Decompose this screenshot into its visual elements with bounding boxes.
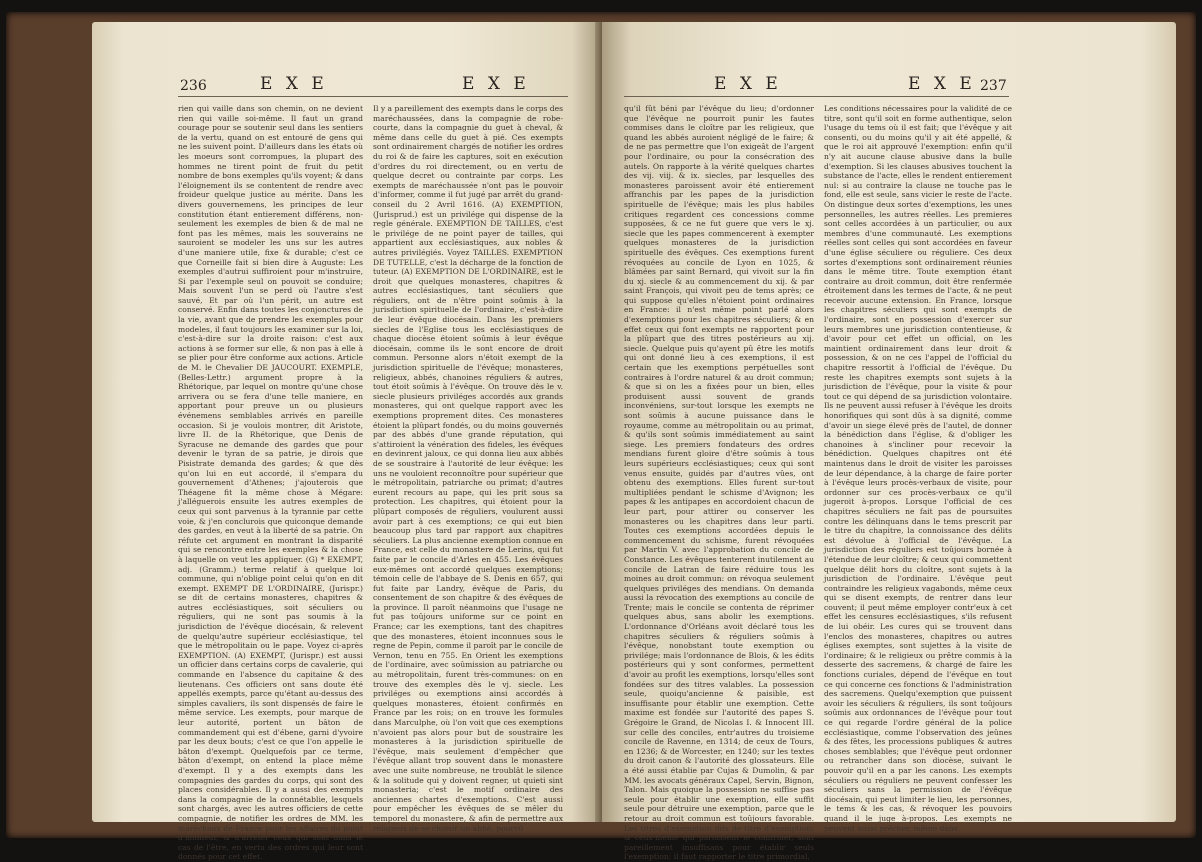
page-number-right: 237	[980, 78, 1007, 94]
running-head-right-col1: E X E	[714, 74, 782, 94]
right-column-1: qu'il fût béni par l'évêque du lieu; d'ordonner que l'évêque ne pourroit punir les fautes commises dans le cloître par les religieux, que quand les abbés auroient négligé de le faire; & de ne pas permettre que l'on exigeât de l'argent pour l'ordinaire, ou pour la consécration des autels. On rapporte à la vérité quelques chartes des vij. viij. & ix. siecles, par lesquelles des monasteres paroissent avoir été entierement affranchis par les papes de la jurisdiction spirituelle de l'évêque; mais les plus habiles critiques regardent ces concessions comme supposées, & ce ne fut guere que vers le xj. siecle que les papes commencerent à exempter quelques monasteres de la jurisdiction spirituelle des évêques. Ces exemptions furent révoquées au concile de Lyon en 1025, & blâmées par saint Bernard, qui vivoit sur la fin du xj. siecle & au commencement du xij. & par saint François, qui vivoit peu de tems après; ce qui suppose qu'elles n'étoient point ordinaires en France: il n'est même point parlé alors d'exemptions pour les chapitres séculiers; & en effet ceux qui font exempts ne rapportent pour la plûpart que des titres postérieurs au xij. siecle. Quelque puis qu'ayent pû être les motifs qui ont donné lieu à ces exemptions, il est certain que les exemptions perpétuelles sont contraires à l'ordre naturel & au droit commun; & que si on les a fixées pour un bien, elles produisent aussi souvent de grands inconvéniens, sur-tout lorsque les exempts ne sont soûmis à aucune puissance dans le royaume, comme au métropolitain ou au primat, & qu'ils sont soûmis immédiatement au saint siege. Les premiers fondateurs des ordres mendians furent gloire d'être soûmis à tous leurs supérieurs ecclésiastiques; ceux qui sont venus ensuite, guidés par d'autres vûes, ont obtenu des exemptions. Elles furent sur-tout multipliées pendant le schisme d'Avignon; les papes & les antipapes en accordoient chacun de leur part, pour attirer ou conserver les monasteres ou les chapitres dans leur parti. Toutes ces exemptions accordées depuis le commencement du schisme, furent révoquées par Martin V. avec l'approbation du concile de Constance. Les évêques tenterent inutilement au concile de Latran de faire réduire tous les moines au droit commun: on révoqua seulement quelques priviléges des mendians. On demanda aussi la révocation des exemptions au concile de Trente; mais le concile se contenta de réprimer quelques abus, sans abolir les exemptions. L'ordonnance d'Orléans avoit déclaré tous les chapitres séculiers & réguliers soûmis à l'évêque, nonobstant toute exemption ou privilége; mais l'ordonnance de Blois, & les édits postérieurs qui y sont conformes, permettent d'avoir au profit les exemptions, lorsqu'elles sont fondées sur des titres valables. La possession seule, quoiqu'ancienne & paisible, est insuffisante pour établir une exemption. Cette maxime est fondée sur l'autorité des papes S. Grégoire le Grand, de Nicolas I. & Innocent III. sur celle des conciles, entr'autres du troisieme concile de Ravenne, en 1314; de ceux de Tours, en 1236; & de Worcester, en 1240; sur les textes du droit canon & l'autorité des glossateurs. Elle a été aussi établie par Cujas & Dumolin, & par MM. les avocats généraux Capel, Servin, Bignon, Talon. Mais quoique la possession ne suffise pas seule pour établir une exemption, elle suffit seule pour détruire une exemption, parce que le retour au droit commun est toûjours favorable. Les titres d'exemption dits de titre d'exemption; & ceux-même qui paroissent le confirmer, sont pareillement insuffisans pour établir seuls l'exemption; il faut rapporter le titre primordial,	[624, 104, 814, 862]
header-rule-left	[178, 96, 568, 97]
header-rule-right	[624, 96, 1009, 97]
running-head-left-col1: E X E	[260, 74, 328, 94]
running-head-left-col2: E X E	[462, 74, 530, 94]
left-column-1: rien qui vaille dans son chemin, on ne devient rien qui vaille soi-même. Il faut un grand courage pour se soutenir seul dans les sentiers de la vertu, quand on est entouré de gens qui ne les suivent point. D'ailleurs dans les états où les moeurs sont corrompues, la plupart des hommes ne tirent point de fruit du petit nombre de bons exemples qu'ils voyent; & dans l'éloignement ils se contentent de rendre avec froideur quelque justice au mérite. Dans les divers gouvernemens, les principes de leur constitution étant entierement différens, non-seulement les exemples de bien & de mal ne font pas les mêmes, mais les souverains ne sauroient se modeler les uns sur les autres d'une maniere utile, fixe & durable; c'est ce que Corneille fait si bien dire à Auguste: Les exemples d'autrui suffiroient pour m'instruire, Si par l'exemple seul on pouvoit se conduire; Mais souvent l'un se perd où l'autre s'est sauvé, Et par où l'un périt, un autre est conservé. Enfin dans toutes les conjonctures de la vie, avant que de prendre les exemples pour modeles, il faut toujours les examiner sur la loi, c'est-à-dire sur la droite raison: c'est aux actions à se former sur elle, & non pas à elle à se plier pour être conforme aux actions. Article de M. le Chevalier DE JAUCOURT. EXEMPLE, (Belles-Lettr.) argument propre à la Rhétorique, par lequel on montre qu'une chose arrivera ou se fera d'une telle maniere, en apportant pour preuve un ou plusieurs événemens semblables arrivés en pareille occasion. Si je voulois montrer, dit Aristote, livre II. de la Rhétorique, que Denis de Syracuse ne demande des gardes que pour devenir le tyran de sa patrie, je dirois que Pisistrate demanda des gardes; & que dès qu'on lui en eut accordé, il s'empara du gouvernement d'Athenes; j'ajouterois que Théagene fit la même chose à Mégare: j'alléguerois ensuite les autres exemples de ceux qui sont parvenus à la tyrannie par cette voie, & j'en conclurois que quiconque demande des gardes, en veut à la liberté de sa patrie. On réfute cet argument en montrant la disparité qui se rencontre entre les exemples & la chose à laquelle on veut les appliquer. (G) * EXEMPT, adj. (Gramm.) terme relatif à quelque loi commune, qui n'oblige point celui qu'on en dit exempt. EXEMPT DE L'ORDINAIRE, (Jurispr.) se dit de certains monasteres, chapitres & autres ecclésiastiques, soit séculiers ou réguliers, qui ne sont pas soumis à la jurisdiction de l'évêque diocésain, & relevent de quelqu'autre supérieur ecclésiastique, tel que le métropolitain ou le pape. Voyez ci-après EXEMPTION. (A) EXEMPT, (Jurispr.) est aussi un officier dans certains corps de cavalerie, qui commande en l'absence du capitaine & des lieutenans. Ces officiers ont sans doute été appellés exempts, parce qu'étant au-dessus des simples cavaliers, ils sont dispensés de faire le même service. Les exempts, pour marque de leur autorité, portent un bâton de commandement qui est d'ébene, garni d'yvoire par les deux bouts; c'est ce que l'on appelle le bâton d'exempt. Quelquefois par ce terme, bâton d'exempt, on entend la place même d'exempt. Il y a des exempts dans les compagnies des gardes du corps, qui sont des places considérables. Il y a aussi des exempts dans la compagnie de la connétablie, lesquels sont chargés, avec les autres officiers de cette compagnie, de notifier les ordres de MM. les maréchaux de France pour les affaires du point d'honneur, & d'arrêter ceux qui sont dans le cas de l'être, en vertu des ordres qui leur sont donnés pour cet effet.	[178, 104, 363, 862]
right-column-2: Les conditions nécessaires pour la validité de ce titre, sont qu'il soit en forme authentique, selon l'usage du tems où il est fait; que l'évêque y ait consenti, ou du moins qu'il y ait été appellé, & que le roi ait approuvé l'exemption: enfin qu'il n'y ait aucune clause abusive dans la bulle d'exemption. Si les clauses abusives touchent la substance de l'acte, elles le rendent entierement nul: si au contraire la clause ne touche pas le fond, elle est seule, sans vicier le reste de l'acte. On distingue deux sortes d'exemptions, les unes personnelles, les autres réelles. Les premieres sont celles accordées à un particulier, ou aux membres d'une communauté. Les exemptions réelles sont celles qui sont accordées en faveur d'une église séculiere ou réguliere. Ces deux sortes d'exemptions sont ordinairement réunies dans le même titre. Toute exemption étant contraire au droit commun, doit être renfermée étroitement dans les termes de l'acte, & ne peut recevoir aucune extension. En France, lorsque les chapitres séculiers qui sont exempts de l'ordinaire, sont en possession d'exercer sur leurs membres une jurisdiction contentieuse, & d'avoir pour cet effet un official, on les maintient ordinairement dans leur droit & possession, & on ne ces l'appel de l'official du chapitre ressortit à l'official de l'évêque. Du reste les chapitres exempts sont sujets à la jurisdiction de l'évêque, pour la visite & pour tout ce qui dépend de sa jurisdiction volontaire. Ils ne peuvent aussi refuser à l'évêque les droits honorifiques qui sont dûs à sa dignité, comme d'avoir un siege élevé près de l'autel, de donner la bénédiction dans l'église, & d'obliger les chanoines à s'incliner pour recevoir la bénédiction. Quelques chapitres ont été maintenus dans le droit de visiter les paroisses de leur dépendance, à la charge de faire porter à l'évêque leurs procès-verbaux de visite, pour ordonner sur ces procès-verbaux ce qu'il jugeroit à-propos. Lorsque l'official de ces chapitres séculiers ne fait pas de poursuites contre les délinquans dans le tems prescrit par le titre du chapitre, la connoissance des délits est dévolue à l'official de l'évêque. La jurisdiction des réguliers est toûjours bornée à l'étendue de leur cloître; & ceux qui commettent quelque délit hors du cloître, sont sujets à la jurisdiction de l'ordinaire. L'évêque peut contraindre les religieux vagabonds, même ceux qui se disent exempts, de rentrer dans leur couvent; il peut même employer contr'eux à cet effet les censures ecclésiastiques, s'ils refusent de lui obéir. Les cures qui se trouvent dans l'enclos des monasteres, chapitres ou autres églises exemptes, sont sujettes à la visite de l'ordinaire; & le religieux ou prêtre commis à la desserte des sacremens, & chargé de faire les fonctions curiales, dépend de l'évêque en tout ce qui concerne ces fonctions & l'administration des sacremens. Quelqu'exemption que puissent avoir les séculiers & réguliers, ils sont toûjours soûmis aux ordonnances de l'évêque pour tout ce qui regarde l'ordre général de la police ecclésiastique, comme l'observation des jeûnes & des fêtes, les processions publiques & autres choses semblables; que l'évêque peut ordonner ou retrancher dans son diocèse, suivant le pouvoir qu'il en a par les canons. Les exempts séculiers ou réguliers ne peuvent confesser les séculiers sans la permission de l'évêque diocésain, qui peut limiter le lieu, les personnes, le tems & les cas, & révoquer les pouvoirs quand il le juge à-propos. Les exempts ne peuvent aussi prêcher, même dans	[824, 104, 1012, 833]
right-page	[602, 22, 1176, 862]
book	[6, 12, 1196, 862]
left-column-2: Il y a pareillement des exempts dans le corps des maréchaussées, dans la compagnie de robe-courte, dans la compagnie du guet à cheval, & même dans celle du guet à pié. Ces exempts sont ordinairement chargés de notifier les ordres du roi & de faire les captures, soit en exécution d'ordres du roi directement, ou en vertu de quelque decret ou contrainte par corps. Les exempts de maréchaussée n'ont pas le pouvoir d'informer, comme il fut jugé par arrêt du grand-conseil du 2 Avril 1616. (A) EXEMPTION, (Jurisprud.) est un privilége qui dispense de la regle générale. EXEMPTION DE TAILLES, c'est le privilége de ne point payer de tailles, qui appartient aux ecclésiastiques, aux nobles & autres privilégiés. Voyez TAILLES. EXEMPTION DE TUTELLE, c'est la décharge de la fonction de tuteur. (A) EXEMPTION DE L'ORDINAIRE, est le droit que quelques monasteres, chapitres & autres ecclésiastiques, tant séculiers que réguliers, ont de n'être point soûmis à la jurisdiction spirituelle de l'ordinaire, c'est-à-dire de leur évêque diocésain. Dans les premiers siecles de l'Eglise tous les ecclésiastiques de chaque diocèse étoient soûmis à leur évêque diocésain, comme ils le sont encore de droit commun. Personne alors n'étoit exempt de la jurisdiction spirituelle de l'évêque; monasteres, religieux, abbés, chanoines réguliers & autres, tout étoit soûmis à l'évêque. On trouve dès le v. siecle plusieurs priviléges accordés aux grands monasteres, qui ont quelque rapport avec les exemptions proprement dites. Ces monasteres étoient la plûpart fondés, ou du moins gouvernés par des abbés d'une grande réputation, qui s'attiroient la vénération des fideles, les évêques en devinrent jaloux, ce qui donna lieu aux abbés de se soustraire à l'autorité de leur évêque: les uns ne vouloient reconnoître pour supérieur que le métropolitain, patriarche ou primat; d'autres eurent recours au pape, qui les prit sous sa protection. Les chapitres, qui étoient pour la plûpart composés de réguliers, voulurent aussi avoir part à ces exemptions; ce qui eut bien beaucoup plus tard par rapport aux chapitres séculiers. La plus ancienne exemption connue en France, est celle du monastere de Lerins, qui fut faite par le concile d'Arles en 455. Les évêques eux-mêmes ont accordé quelques exemptions; témoin celle de l'abbaye de S. Denis en 657, qui fut faite par Landry, évêque de Paris, du consentement de son chapitre & des évêques de la province. Il paroît néanmoins que l'usage ne fut pas toûjours uniforme sur ce point en France; car les exemptions, tant des chapitres que des monasteres, étoient inconnues sous le regne de Pepin, comme il paroît par le concile de Vernon, tenu en 755. En Orient les exemptions de l'ordinaire, avec soûmission au patriarche ou au métropolitain, furent très-communes: on en trouve des exemples dès le vj. siecle. Les priviléges ou exemptions ainsi accordés à quelques monasteres, étoient confirmés en France par les rois; on en trouve les formules dans Marculphe, où l'on voit que ces exemptions n'avoient pas alors pour but de soustraire les monasteres à la jurisdiction spirituelle de l'évêque, mais seulement d'empêcher que l'évêque allant trop souvent dans le monastere avec une suite nombreuse, ne troublât le silence & la solitude qui y doivent regner, ut quieti sint monasteria; c'est le motif ordinaire des anciennes chartes d'exemptions. C'est aussi pour empêcher les évêques de se mêler du temporel du monastere, & afin de permettre aux religieux de se choisir un abbé, pourvû	[373, 104, 563, 833]
running-head-right-col2: E X E	[908, 74, 976, 94]
left-page	[92, 22, 602, 862]
page-number-left: 236	[180, 78, 207, 94]
